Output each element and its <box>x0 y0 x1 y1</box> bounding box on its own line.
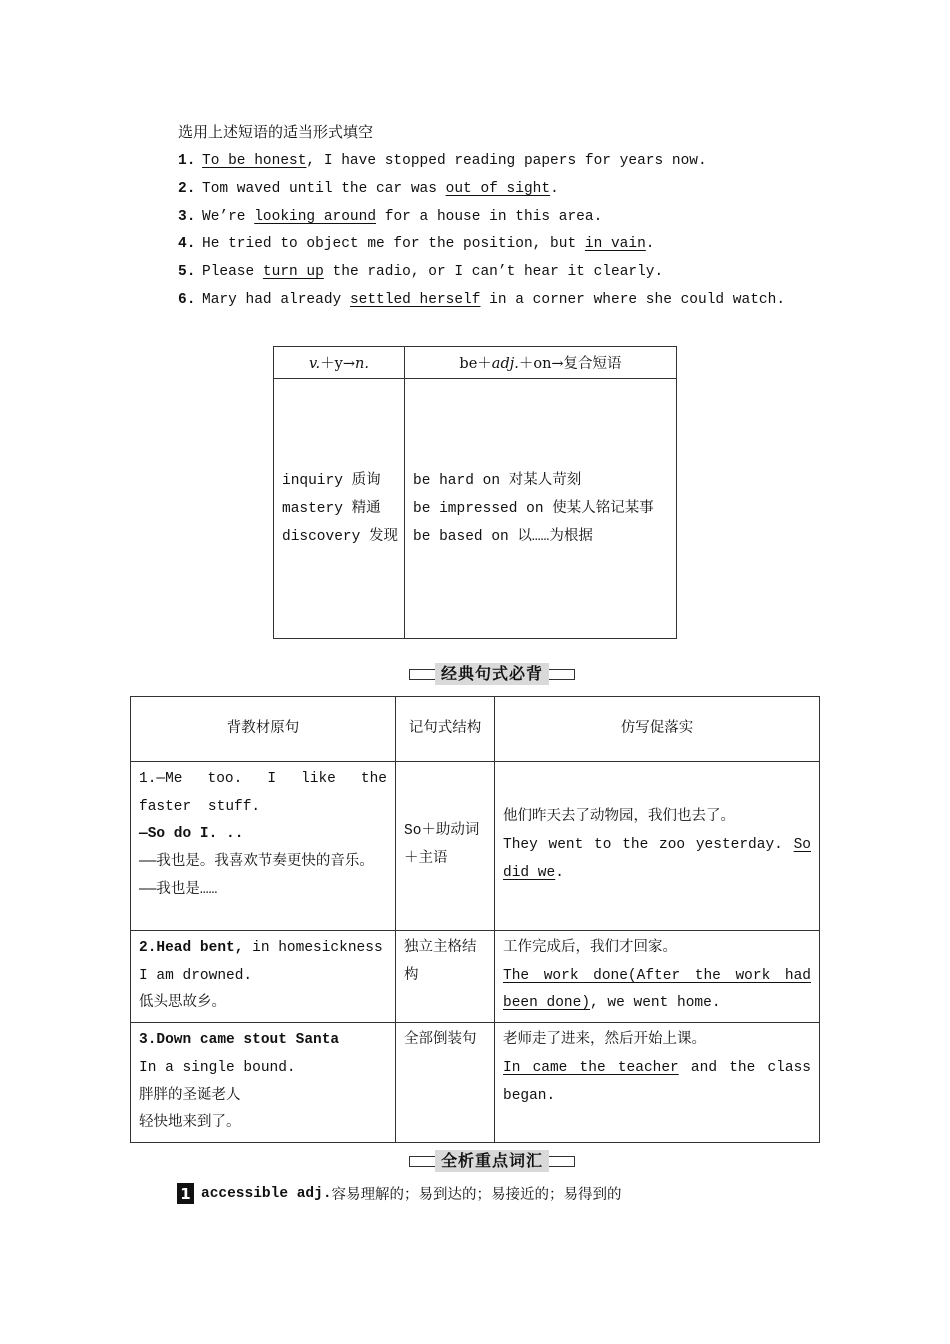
exercise-answer: out of sight <box>445 180 551 197</box>
original-line: 2.Head bent, <box>139 940 244 956</box>
practice-text: , we went home. <box>590 995 721 1012</box>
exercise-text: the radio, or I can’t hear it clearly. <box>323 264 664 281</box>
phrase-item: be impressed on 使某人铭记某事 <box>413 500 654 517</box>
original-line: 低头思故乡。 <box>139 995 226 1012</box>
practice-chinese: 他们昨天去了动物园，我们也去了。 <box>503 809 735 826</box>
word-formation-nouns <box>274 379 405 639</box>
heading-rule <box>549 669 575 680</box>
practice-english <box>503 1055 811 1110</box>
exercise-item <box>178 206 785 234</box>
practice-cell <box>495 1023 820 1143</box>
exercise-text: . <box>550 180 559 197</box>
exercise-text: Tom waved until the car was <box>202 180 446 197</box>
original-line: 1.—Me too. I like the faster stuff. <box>139 771 387 815</box>
word-formation-table <box>273 346 677 639</box>
section-heading-text: 全析重点词汇 <box>435 1150 549 1172</box>
header-structure: 记句式结构 <box>396 697 495 762</box>
exercise-answer: in vain <box>584 236 646 253</box>
exercise-text: Please <box>202 264 263 281</box>
exercise-number: 2. <box>178 180 196 197</box>
noun-item: discovery 发现 <box>282 528 399 545</box>
header-original: 背教材原句 <box>131 697 396 762</box>
noun-item: inquiry 质询 <box>282 472 381 489</box>
original-line: In a single bound. <box>139 1059 296 1076</box>
original-sentence <box>131 762 396 931</box>
practice-english <box>503 963 811 1018</box>
exercise-number: 5. <box>178 264 196 281</box>
exercise-item <box>178 261 785 289</box>
heading-rule <box>409 1156 435 1167</box>
original-line: ——我也是…… <box>139 881 218 898</box>
exercise-answer: To be honest <box>202 153 307 169</box>
exercise-number: 6. <box>178 291 196 308</box>
word-formation-header-left <box>274 347 405 379</box>
table-row <box>131 931 820 1023</box>
header-right-pre: be＋ <box>459 356 492 372</box>
header-practice: 仿写促落实 <box>495 697 820 762</box>
practice-text: They went to the zoo yesterday. <box>503 837 794 854</box>
header-left-n: n. <box>354 356 369 372</box>
table-row <box>131 762 820 931</box>
exercise-list <box>178 150 785 317</box>
original-line: 3.Down came stout Santa <box>139 1032 340 1049</box>
original-sentence <box>131 931 396 1023</box>
heading-rule <box>549 1156 575 1167</box>
practice-cell <box>495 931 820 1023</box>
header-left-v: v. <box>309 356 321 372</box>
sentence-structure: 独立主格结构 <box>396 931 495 1023</box>
exercise-answer: looking around <box>254 208 377 225</box>
practice-text: and the class began. <box>503 1059 811 1104</box>
practice-cell <box>495 762 820 931</box>
original-line: in homesickness I am drowned. <box>139 940 383 984</box>
noun-item: mastery 精通 <box>282 500 381 517</box>
exercise-item <box>178 289 785 317</box>
header-right-post: ＋on→复合短语 <box>518 356 622 372</box>
exercise-item <box>178 178 785 206</box>
practice-english <box>503 832 811 887</box>
original-line: 轻快地来到了。 <box>139 1115 241 1132</box>
phrase-item: be hard on 对某人苛刻 <box>413 472 582 489</box>
vocab-word: accessible adj. <box>201 1185 332 1202</box>
practice-answer: So did we <box>503 837 811 881</box>
practice-answer: The work done(After the work had been done) <box>503 967 811 1012</box>
sentence-structure: So＋助动词＋主语 <box>396 762 495 931</box>
exercise-text: He tried to object me for the position, but <box>202 236 585 253</box>
section-heading-sentences <box>409 663 575 685</box>
exercise-text: . <box>645 236 655 253</box>
sentence-pattern-table <box>130 696 820 1143</box>
original-line: ——我也是。我喜欢节奏更快的音乐。 <box>139 854 374 871</box>
exercise-text: in a corner where she could watch. <box>480 291 786 308</box>
sentence-structure: 全部倒装句 <box>396 1023 495 1143</box>
exercise-number: 1. <box>178 153 196 169</box>
exercise-text: We’re <box>202 208 255 225</box>
exercise-text: Mary had already <box>202 291 350 308</box>
word-formation-phrases <box>405 379 677 639</box>
exercise-item <box>178 150 785 178</box>
vocab-number-badge: 1 <box>177 1183 194 1204</box>
exercise-number: 4. <box>178 236 196 253</box>
section-heading-vocabulary <box>409 1150 575 1172</box>
exercise-answer: settled herself <box>349 291 481 308</box>
original-line: 胖胖的圣诞老人 <box>139 1087 241 1104</box>
header-right-adj: adj. <box>491 356 519 372</box>
original-sentence <box>131 1023 396 1143</box>
section-heading-text: 经典句式必背 <box>435 663 549 685</box>
vocab-entry <box>177 1183 622 1204</box>
vocab-meaning: 容易理解的；易到达的；易接近的；易得到的 <box>331 1188 622 1204</box>
exercise-answer: turn up <box>262 264 324 281</box>
exercise-item <box>178 233 785 261</box>
exercise-instruction: 选用上述短语的适当形式填空 <box>178 123 374 141</box>
heading-rule <box>409 669 435 680</box>
exercise-text: , I have stopped reading papers for years now. <box>306 153 707 169</box>
phrase-item: be based on 以……为根据 <box>413 528 593 545</box>
table-row <box>131 1023 820 1143</box>
practice-chinese: 工作完成后，我们才回家。 <box>503 940 677 956</box>
header-left-mid: ＋y→ <box>320 356 355 372</box>
practice-chinese: 老师走了进来，然后开始上课。 <box>503 1032 706 1049</box>
word-formation-header-right <box>405 347 677 379</box>
exercise-text: for a house in this area. <box>376 208 603 225</box>
original-line: —So do I. .. <box>139 826 244 843</box>
practice-text: . <box>555 864 564 881</box>
practice-answer: In came the teacher <box>503 1059 679 1076</box>
exercise-number: 3. <box>178 208 196 225</box>
